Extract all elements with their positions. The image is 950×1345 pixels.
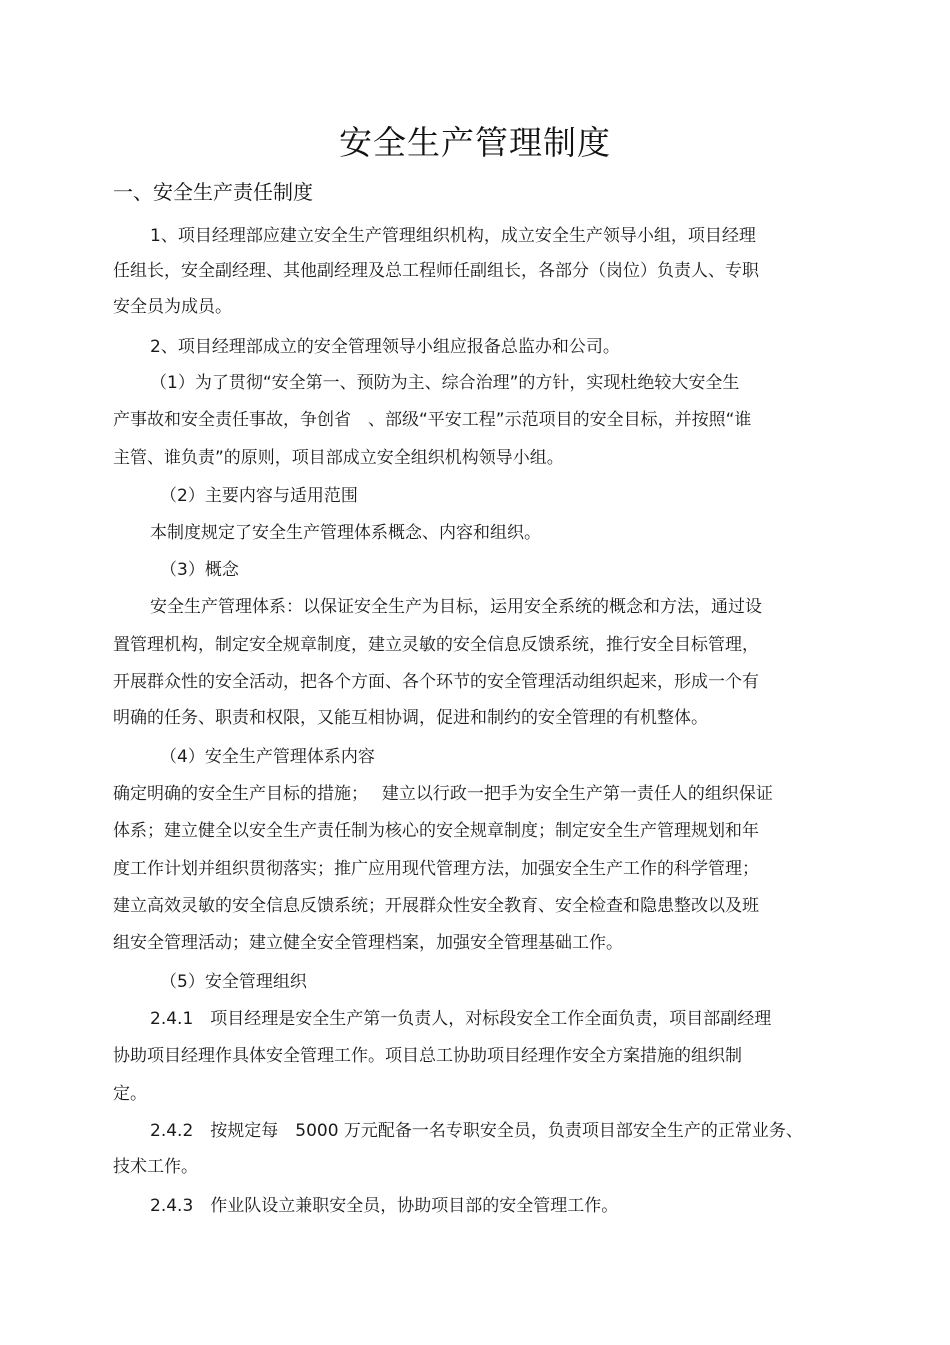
paragraph-line: 本制度规定了安全生产管理体系概念、内容和组织。 (150, 523, 541, 543)
paragraph-line: （5）安全管理组织 (160, 972, 307, 992)
paragraph-line: （3）概念 (160, 560, 239, 580)
section-heading: 一、安全生产责任制度 (113, 180, 313, 204)
paragraph-line: 明确的任务、职责和权限，又能互相协调，促进和制约的安全管理的有机整体。 (113, 708, 708, 728)
paragraph-line: 建立高效灵敏的安全信息反馈系统；开展群众性安全教育、安全检查和隐患整改以及班 (113, 896, 759, 916)
paragraph-line: 协助项目经理作具体安全管理工作。项目总工协助项目经理作安全方案措施的组织制 (113, 1046, 742, 1066)
paragraph-line: 技术工作。 (113, 1157, 198, 1177)
paragraph-line: 2.4.3 作业队设立兼职安全员，协助项目部的安全管理工作。 (150, 1196, 619, 1216)
paragraph-line: 2.4.2 按规定每 5000 万元配备一名专职安全员，负责项目部安全生产的正常业务、 (150, 1121, 803, 1141)
paragraph-line: （2）主要内容与适用范围 (160, 486, 358, 506)
paragraph-line: 安全员为成员。 (113, 297, 232, 317)
paragraph-line: 开展群众性的安全活动，把各个方面、各个环节的安全管理活动组织起来，形成一个有 (113, 672, 759, 692)
paragraph-line: 安全生产管理体系：以保证安全生产为目标，运用安全系统的概念和方法，通过设 (150, 597, 762, 617)
document-title: 安全生产管理制度 (339, 123, 611, 162)
paragraph-line: 度工作计划并组织贯彻落实；推广应用现代管理方法，加强安全生产工作的科学管理； (113, 859, 759, 879)
paragraph-line: 置管理机构，制定安全规章制度，建立灵敏的安全信息反馈系统，推行安全目标管理， (113, 635, 759, 655)
paragraph-line: 任组长，安全副经理、其他副经理及总工程师任副组长，各部分（岗位）负责人、专职 (113, 261, 759, 281)
paragraph-line: 主管、谁负责”的原则，项目部成立安全组织机构领导小组。 (113, 448, 564, 468)
paragraph-line: 产事故和安全责任事故，争创省 、部级“平安工程”示范项目的安全目标，并按照“谁 (113, 410, 752, 430)
paragraph-line: （4）安全生产管理体系内容 (160, 747, 375, 767)
paragraph-line: （1）为了贯彻“安全第一、预防为主、综合治理”的方针，实现杜绝较大安全生 (150, 373, 740, 393)
paragraph-line: 定。 (113, 1084, 147, 1104)
paragraph-line: 组安全管理活动；建立健全安全管理档案，加强安全管理基础工作。 (113, 933, 623, 953)
paragraph-line: 2.4.1 项目经理是安全生产第一负责人，对标段安全工作全面负责，项目部副经理 (150, 1009, 772, 1029)
paragraph-line: 体系；建立健全以安全生产责任制为核心的安全规章制度；制定安全生产管理规划和年 (113, 821, 759, 841)
paragraph-line: 确定明确的安全生产目标的措施； 建立以行政一把手为安全生产第一责任人的组织保证 (113, 784, 773, 804)
paragraph-line: 2、项目经理部成立的安全管理领导小组应报备总监办和公司。 (150, 337, 620, 357)
paragraph-line: 1、项目经理部应建立安全生产管理组织机构，成立安全生产领导小组，项目经理 (150, 226, 756, 246)
